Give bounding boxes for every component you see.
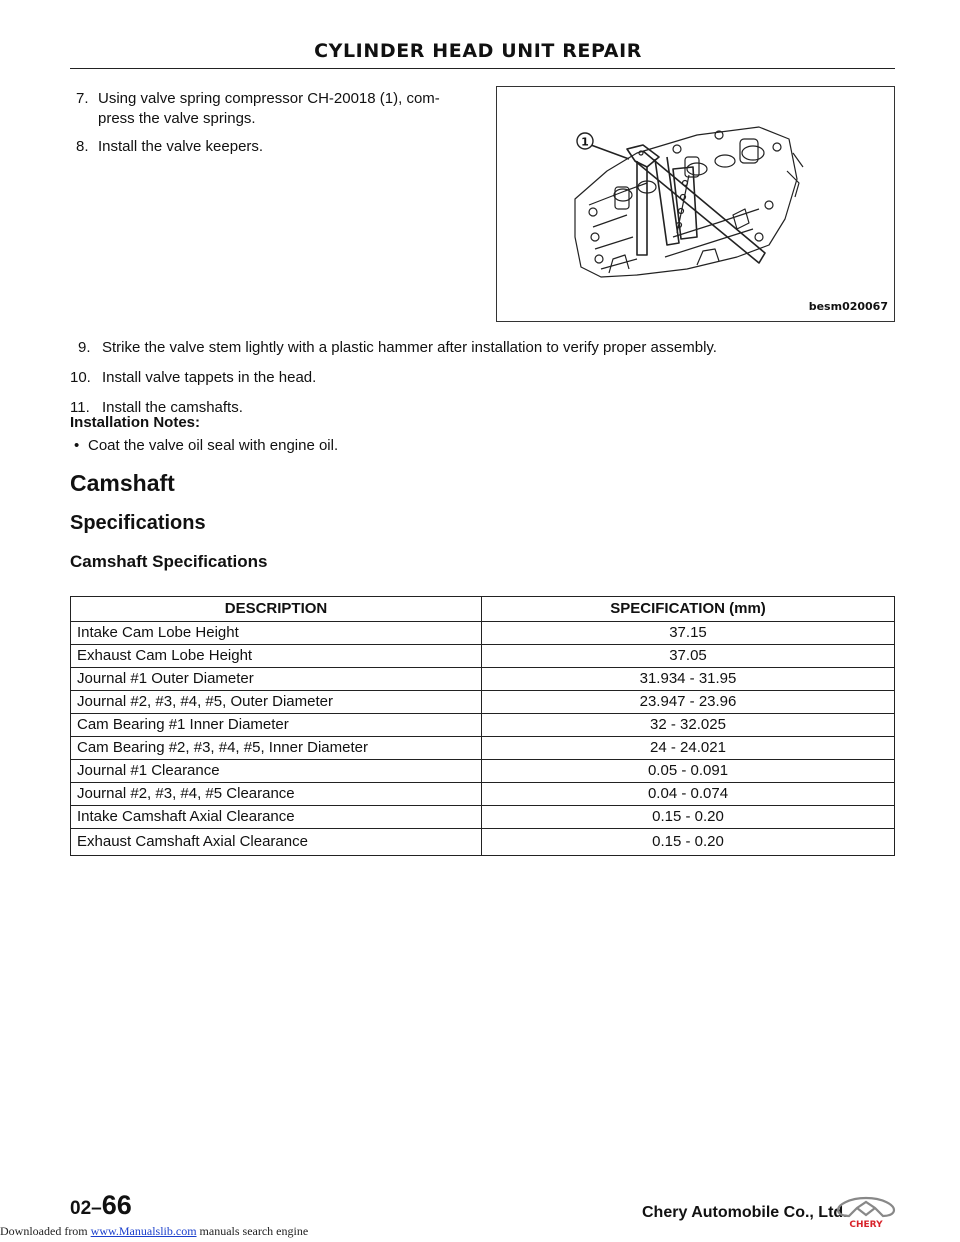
- row-description: Journal #1 Outer Diameter: [71, 668, 482, 691]
- table-row: [71, 645, 895, 668]
- row-value: 37.15: [482, 622, 895, 645]
- step-number: 9.: [78, 339, 91, 356]
- row-description: Journal #2, #3, #4, #5 Clearance: [71, 783, 482, 806]
- camshaft-spec-table: [70, 596, 895, 856]
- row-value: 32 - 32.025: [482, 714, 895, 737]
- table-row: [71, 783, 895, 806]
- header-title: CYLINDER HEAD UNIT REPAIR: [314, 40, 642, 62]
- row-value: 24 - 24.021: [482, 737, 895, 760]
- step-text: Install the valve keepers.: [98, 138, 264, 155]
- step-9: [70, 338, 900, 358]
- step-text-line-2: press the valve springs.: [98, 110, 256, 127]
- table-heading: Camshaft Specifications: [70, 552, 268, 571]
- step-8: [76, 137, 476, 157]
- table-row: [71, 691, 895, 714]
- step-number: 11.: [70, 399, 90, 416]
- company-name: Chery Automobile Co., Ltd.: [642, 1204, 848, 1221]
- section-heading-camshaft: Camshaft: [70, 470, 175, 496]
- column-header-specification: SPECIFICATION (mm): [482, 597, 895, 622]
- download-prefix: Downloaded from: [0, 1224, 88, 1238]
- step-number: 8.: [76, 138, 89, 155]
- step-10: [70, 368, 900, 388]
- row-value: 0.05 - 0.091: [482, 760, 895, 783]
- step-text-line-1: Using valve spring compressor CH-20018 (1), com-: [98, 90, 440, 107]
- figure-label: besm020067: [808, 300, 888, 313]
- row-description: Exhaust Cam Lobe Height: [71, 645, 482, 668]
- row-description: Exhaust Camshaft Axial Clearance: [71, 829, 482, 856]
- page-number-value: 66: [101, 1190, 132, 1220]
- step-number: 10.: [70, 369, 91, 386]
- table-header-row: [71, 597, 895, 622]
- row-value: 31.934 - 31.95: [482, 668, 895, 691]
- table-row: [71, 668, 895, 691]
- row-value: 0.04 - 0.074: [482, 783, 895, 806]
- row-description: Cam Bearing #1 Inner Diameter: [71, 714, 482, 737]
- row-description: Journal #1 Clearance: [71, 760, 482, 783]
- bullet-icon: •: [74, 437, 80, 454]
- callout-number: 1: [581, 135, 589, 149]
- table-row: [71, 806, 895, 829]
- valve-compressor-figure: [496, 86, 895, 322]
- column-header-description: DESCRIPTION: [71, 597, 482, 622]
- logo-wordmark: CHERY: [849, 1220, 883, 1230]
- installation-note-item: [74, 437, 338, 454]
- table-row: [71, 760, 895, 783]
- step-text: Install the camshafts.: [102, 399, 243, 416]
- table-row: [71, 714, 895, 737]
- row-description: Intake Camshaft Axial Clearance: [71, 806, 482, 829]
- manualslib-link[interactable]: www.Manualslib.com: [90, 1224, 197, 1238]
- table-row: [71, 829, 895, 856]
- page-number-prefix: 02–: [70, 1198, 102, 1219]
- row-description: Intake Cam Lobe Height: [71, 622, 482, 645]
- row-value: 23.947 - 23.96: [482, 691, 895, 714]
- steps-top: [76, 89, 476, 165]
- download-suffix: manuals search engine: [196, 1224, 309, 1238]
- row-value: 0.15 - 0.20: [482, 806, 895, 829]
- row-value: 37.05: [482, 645, 895, 668]
- step-text: Strike the valve stem lightly with a plastic hammer after installation to verify proper assembly.: [102, 339, 717, 356]
- row-description: Cam Bearing #2, #3, #4, #5, Inner Diameter: [71, 737, 482, 760]
- header-rule: [70, 68, 895, 69]
- table-row: [71, 622, 895, 645]
- table-row: [71, 737, 895, 760]
- row-description: Journal #2, #3, #4, #5, Outer Diameter: [71, 691, 482, 714]
- step-text: Install valve tappets in the head.: [102, 369, 317, 386]
- section-heading-specifications: Specifications: [70, 512, 206, 534]
- step-number: 7.: [76, 90, 89, 107]
- download-footer: [0, 1224, 308, 1239]
- note-text: Coat the valve oil seal with engine oil.: [88, 437, 339, 454]
- installation-notes-heading: Installation Notes:: [70, 414, 201, 431]
- page-number: [70, 1190, 132, 1221]
- chery-logo-icon: [835, 1196, 897, 1230]
- step-7: [76, 89, 476, 129]
- row-value: 0.15 - 0.20: [482, 829, 895, 856]
- cylinder-head-illustration: [497, 87, 894, 321]
